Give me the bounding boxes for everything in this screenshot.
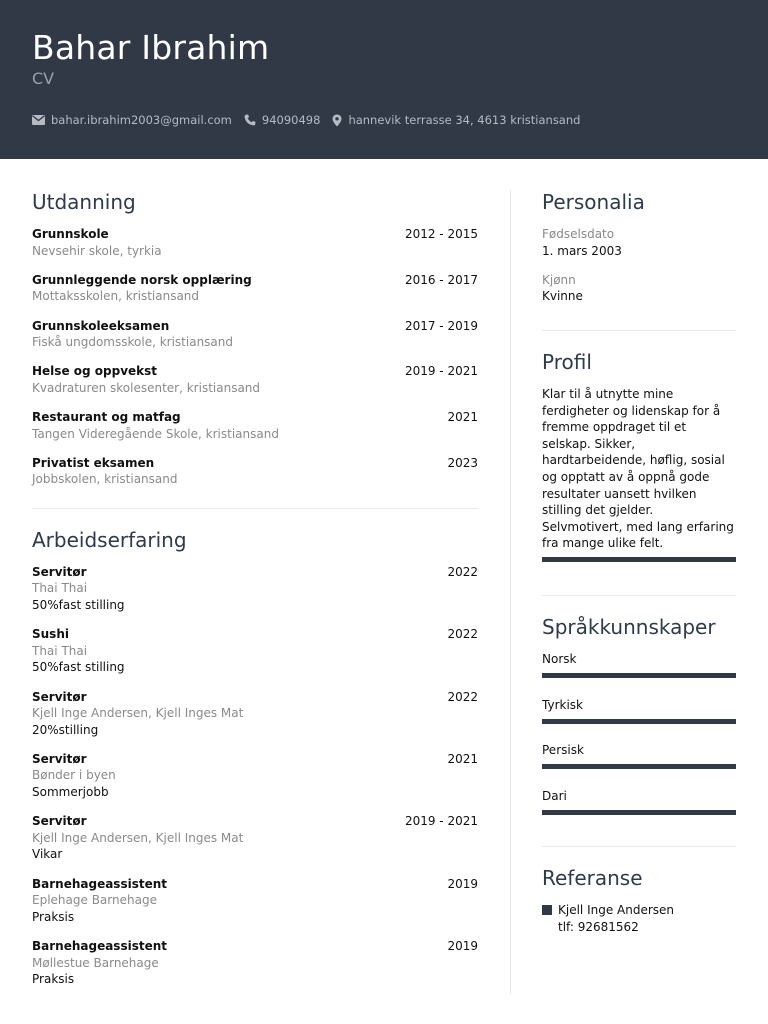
left-column (32, 190, 478, 1001)
language-level-bar (542, 673, 736, 678)
education-list (32, 226, 478, 501)
education-item-title: Grunnleggende norsk opplæring (32, 272, 252, 287)
profile-title: Profil (542, 350, 592, 374)
reference-name: Kjell Inge Andersen (558, 903, 675, 917)
work-item-employer: Møllestue Barnehage (32, 955, 159, 970)
square-bullet-icon (542, 905, 552, 915)
section-divider (542, 595, 736, 596)
personalia-section (542, 190, 736, 330)
work-item-note: 50%fast stilling (32, 597, 125, 612)
education-item-date: 2012 - 2015 (404, 227, 478, 241)
work-item-title: Barnehageassistent (32, 876, 168, 891)
profile-text: Klar til å utnytte mine ferdigheter og lidenskap for å fremme oppdraget til et selskap. Sikker, hardtarbeidende, høflig, sosial og opptatt av å oppnå gode resultater uansett hvilken stilling det gjelder. Selvmotivert, med lang erfaring fra mange ulike felt. (542, 387, 734, 551)
profile-accent-bar (542, 557, 736, 562)
column-divider (510, 190, 511, 994)
language-item (542, 742, 736, 788)
language-name: Tyrkisk (542, 697, 583, 712)
location-pin-icon (332, 114, 342, 127)
education-item-school: Tangen Videregående Skole, kristiansand (32, 426, 279, 441)
profile-section (542, 350, 736, 595)
reference-item (542, 902, 736, 935)
reference-title: Referanse (542, 866, 643, 890)
languages-section (542, 615, 736, 846)
education-title: Utdanning (32, 190, 136, 214)
personalia-title: Personalia (542, 190, 645, 214)
gender-group (542, 272, 736, 318)
education-item (32, 455, 478, 501)
work-item (32, 813, 478, 875)
work-item-note: Vikar (32, 847, 63, 862)
work-item-date: 2022 (447, 564, 478, 579)
work-item-title: Servitør (32, 689, 87, 704)
language-level-bar (542, 810, 736, 815)
education-item (32, 318, 478, 364)
contact-email[interactable] (32, 113, 232, 127)
languages-title: Språkkunnskaper (542, 615, 716, 639)
work-item-date: 2021 (447, 751, 478, 766)
education-item-title: Restaurant og matfag (32, 410, 181, 425)
language-level-bar (542, 719, 736, 724)
section-divider (542, 846, 736, 847)
contact-phone[interactable] (244, 113, 321, 127)
work-item-note: Praksis (32, 972, 75, 987)
work-item (32, 564, 478, 626)
work-section (32, 528, 478, 1001)
work-item-employer: Kjell Inge Andersen, Kjell Inges Mat (32, 830, 244, 845)
contact-address[interactable] (332, 113, 580, 127)
language-item (542, 788, 736, 834)
education-item-school: Mottaksskolen, kristiansand (32, 289, 200, 304)
education-item-school: Kvadraturen skolesenter, kristiansand (32, 380, 261, 395)
work-list (32, 564, 478, 1001)
education-item-school: Nevsehir skole, tyrkia (32, 243, 162, 258)
gender-label: Kjønn (542, 272, 576, 287)
work-item (32, 938, 478, 1000)
phone-text: 94090498 (261, 113, 321, 127)
right-column (542, 190, 736, 935)
work-item-title: Servitør (32, 751, 87, 766)
birthdate-value: 1. mars 2003 (542, 243, 622, 258)
birthdate-group (542, 226, 736, 272)
candidate-name: Bahar Ibrahim (32, 28, 270, 67)
language-name: Dari (542, 788, 567, 803)
work-item-employer: Eplehage Barnehage (32, 893, 157, 908)
education-section (32, 190, 478, 501)
document-subtitle: CV (32, 69, 55, 88)
language-name: Norsk (542, 652, 577, 666)
contact-info (32, 112, 592, 128)
work-item-title: Barnehageassistent (32, 939, 168, 954)
work-item (32, 689, 478, 751)
reference-phone: tlf: 92681562 (558, 919, 639, 934)
education-item (32, 272, 478, 318)
education-item-school: Fiskå ungdomsskole, kristiansand (32, 335, 234, 350)
work-item-date: 2022 (447, 627, 478, 642)
education-item-date: 2019 - 2021 (404, 364, 478, 379)
language-level-bar (542, 764, 736, 769)
education-item-title: Privatist eksamen (32, 455, 155, 470)
work-item (32, 626, 478, 688)
phone-icon (244, 114, 256, 126)
work-item-date: 2022 (447, 689, 478, 704)
education-item-date: 2021 (447, 410, 478, 425)
education-item-title: Helse og oppvekst (32, 364, 158, 379)
gender-value: Kvinne (542, 289, 583, 304)
work-item-note: 50%fast stilling (32, 660, 125, 675)
languages-list (542, 651, 736, 833)
education-item (32, 226, 478, 272)
work-item-date: 2019 (447, 876, 478, 891)
education-item-school: Jobbskolen, kristiansand (32, 472, 178, 487)
work-item-date: 2019 (447, 939, 478, 954)
section-divider (32, 508, 478, 509)
education-item (32, 363, 478, 409)
work-item-title: Sushi (32, 627, 69, 642)
education-item-date: 2016 - 2017 (404, 272, 478, 287)
work-item-note: 20%stilling (32, 722, 99, 737)
envelope-icon (32, 115, 45, 125)
work-item-employer: Thai Thai (32, 581, 88, 596)
work-title: Arbeidserfaring (32, 527, 187, 552)
language-name: Persisk (542, 743, 584, 758)
education-item-title: Grunnskoleeksamen (32, 318, 170, 333)
work-item-note: Sommerjobb (32, 784, 109, 799)
header (0, 0, 768, 159)
work-item-employer: Kjell Inge Andersen, Kjell Inges Mat (32, 706, 244, 721)
section-divider (542, 330, 736, 331)
work-item-employer: Bønder i byen (32, 768, 116, 783)
work-item (32, 751, 478, 813)
reference-section (542, 866, 736, 935)
address-text: hannevik terrasse 34, 4613 kristiansand (348, 113, 581, 127)
work-item (32, 876, 478, 938)
language-item (542, 651, 736, 697)
education-item-date: 2017 - 2019 (404, 318, 478, 333)
email-text: bahar.ibrahim2003@gmail.com (51, 113, 232, 127)
work-item-title: Servitør (32, 564, 87, 579)
education-item (32, 409, 478, 455)
birthdate-label: Fødselsdato (542, 227, 615, 241)
work-item-title: Servitør (32, 814, 87, 829)
work-item-employer: Thai Thai (32, 643, 88, 658)
language-item (542, 697, 736, 743)
work-item-note: Praksis (32, 909, 75, 924)
education-item-title: Grunnskole (32, 227, 109, 241)
education-item-date: 2023 (447, 455, 478, 470)
work-item-date: 2019 - 2021 (404, 814, 478, 829)
